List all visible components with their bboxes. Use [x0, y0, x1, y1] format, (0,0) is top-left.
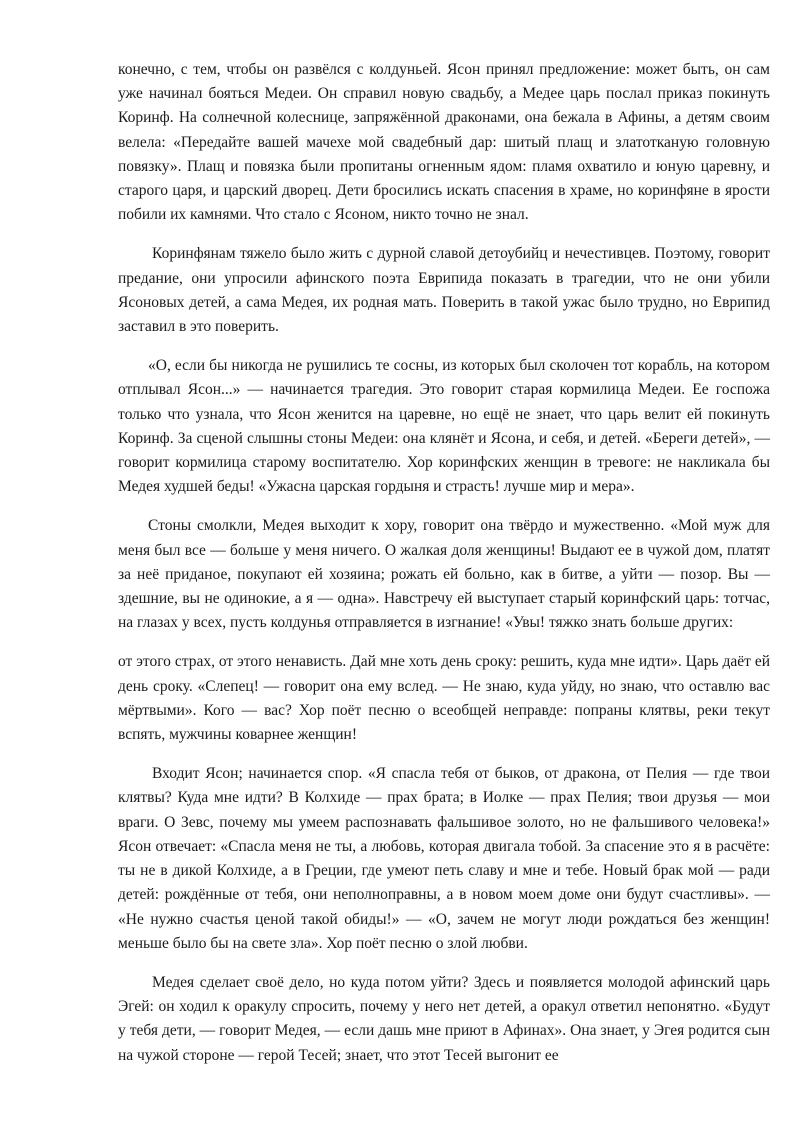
paragraph-6: Входит Ясон; начинается спор. «Я спасла тебя от быков, от дракона, от Пелия — где твои клятвы? Куда мне идти? В Колхиде — прах брата; в Иолке — прах Пелия; твои друзья — мои враги. О Зевс, почему мы умеем распознавать фальшивое золото, но не фальшивого человека!» Ясон отвечает: «Спасла меня не ты, а любовь, которая двигала тобой. За спасение это я в расчёте: ты не в дикой Колхиде, а в Греции, где умеют петь славу и мне и тебе. Новый брак мой — ради детей: рождённые от тебя, они неполноправны, а в новом моем доме они будут счастливы». — «Не нужно счастья ценой такой обиды!» — «О, зачем не могут люди рождаться без женщин! меньше было бы на свете зла». Хор поёт песню о злой любви.	[118, 765, 770, 952]
paragraph-4: Стоны смолкли, Медея выходит к хору, говорит она твёрдо и мужественно. «Мой муж для меня был все — больше у меня ничего. О жалкая доля женщины! Выдают ее в чужой дом, платят за неё приданое, покупают ей хозяина; рожать ей больно, как в битве, а уйти — позор. Вы — здешние, вы не одинокие, а я — одна». Навстречу ей выступает старый коринфский царь: тотчас, на глазах у всех, пусть колдунья отправляется в изгнание! «Увы! тяжко знать больше других:	[118, 517, 770, 632]
paragraph-3: «О, если бы никогда не рушились те сосны, из которых был сколочен тот корабль, на котором отплывал Ясон...» — начинается трагедия. Это говорит старая кормилица Медеи. Ее госпожа только что узнала, что Ясон женится на царевне, но ещё не знает, что царь велит ей покинуть Коринф. За сценой слышны стоны Медеи: она клянёт и Ясона, и себя, и детей. «Береги детей», — говорит кормилица старому воспитателю. Хор коринфских женщин в тревоге: не накликала бы Медея худшей беды! «Ужасна царская гордыня и страсть! лучше мир и мера».	[118, 357, 770, 496]
paragraph-2: Коринфянам тяжело было жить с дурной славой детоубийц и нечестивцев. Поэтому, говорит предание, они упросили афинского поэта Еврипида показать в трагедии, что не они убили Ясоновых детей, а сама Медея, их родная мать. Поверить в такой ужас было трудно, но Еврипид заставил в это поверить.	[118, 245, 770, 336]
document-page	[118, 58, 770, 1083]
paragraph-7: Медея сделает своё дело, но куда потом уйти? Здесь и появляется молодой афинский царь Эгей: он ходил к оракулу спросить, почему у него нет детей, а оракул ответил непонятно. «Будут у тебя дети, — говорит Медея, — если дашь мне приют в Афинах». Она знает, у Эгея родится сын на чужой стороне — герой Тесей; знает, что этот Тесей выгонит ее	[118, 973, 770, 1064]
paragraph-1: конечно, с тем, чтобы он развёлся с колдуньей. Ясон принял предложение: может быть, он сам уже начинал бояться Медеи. Он справил новую свадьбу, а Медее царь послал приказ покинуть Коринф. На солнечной колеснице, запряжённой драконами, она бежала в Афины, а детям своим велела: «Передайте вашей мачехе мой свадебный дар: шитый плащ и златотканую головную повязку». Плащ и повязка были пропитаны огненным ядом: пламя охватило и юную царевну, и старого царя, и царский дворец. Дети бросились искать спасения в храме, но коринфяне в ярости побили их камнями. Что стало с Ясоном, никто точно не знал.	[118, 61, 770, 224]
paragraph-5: от этого страх, от этого ненависть. Дай мне хоть день сроку: решить, куда мне идти». Царь даёт ей день сроку. «Слепец! — говорит она ему вслед. — Не знаю, куда уйду, но знаю, что оставлю вас мёртвыми». Кого — вас? Хор поёт песню о всеобщей неправде: попраны клятвы, реки текут вспять, мужчины коварнее женщин!	[118, 653, 770, 744]
